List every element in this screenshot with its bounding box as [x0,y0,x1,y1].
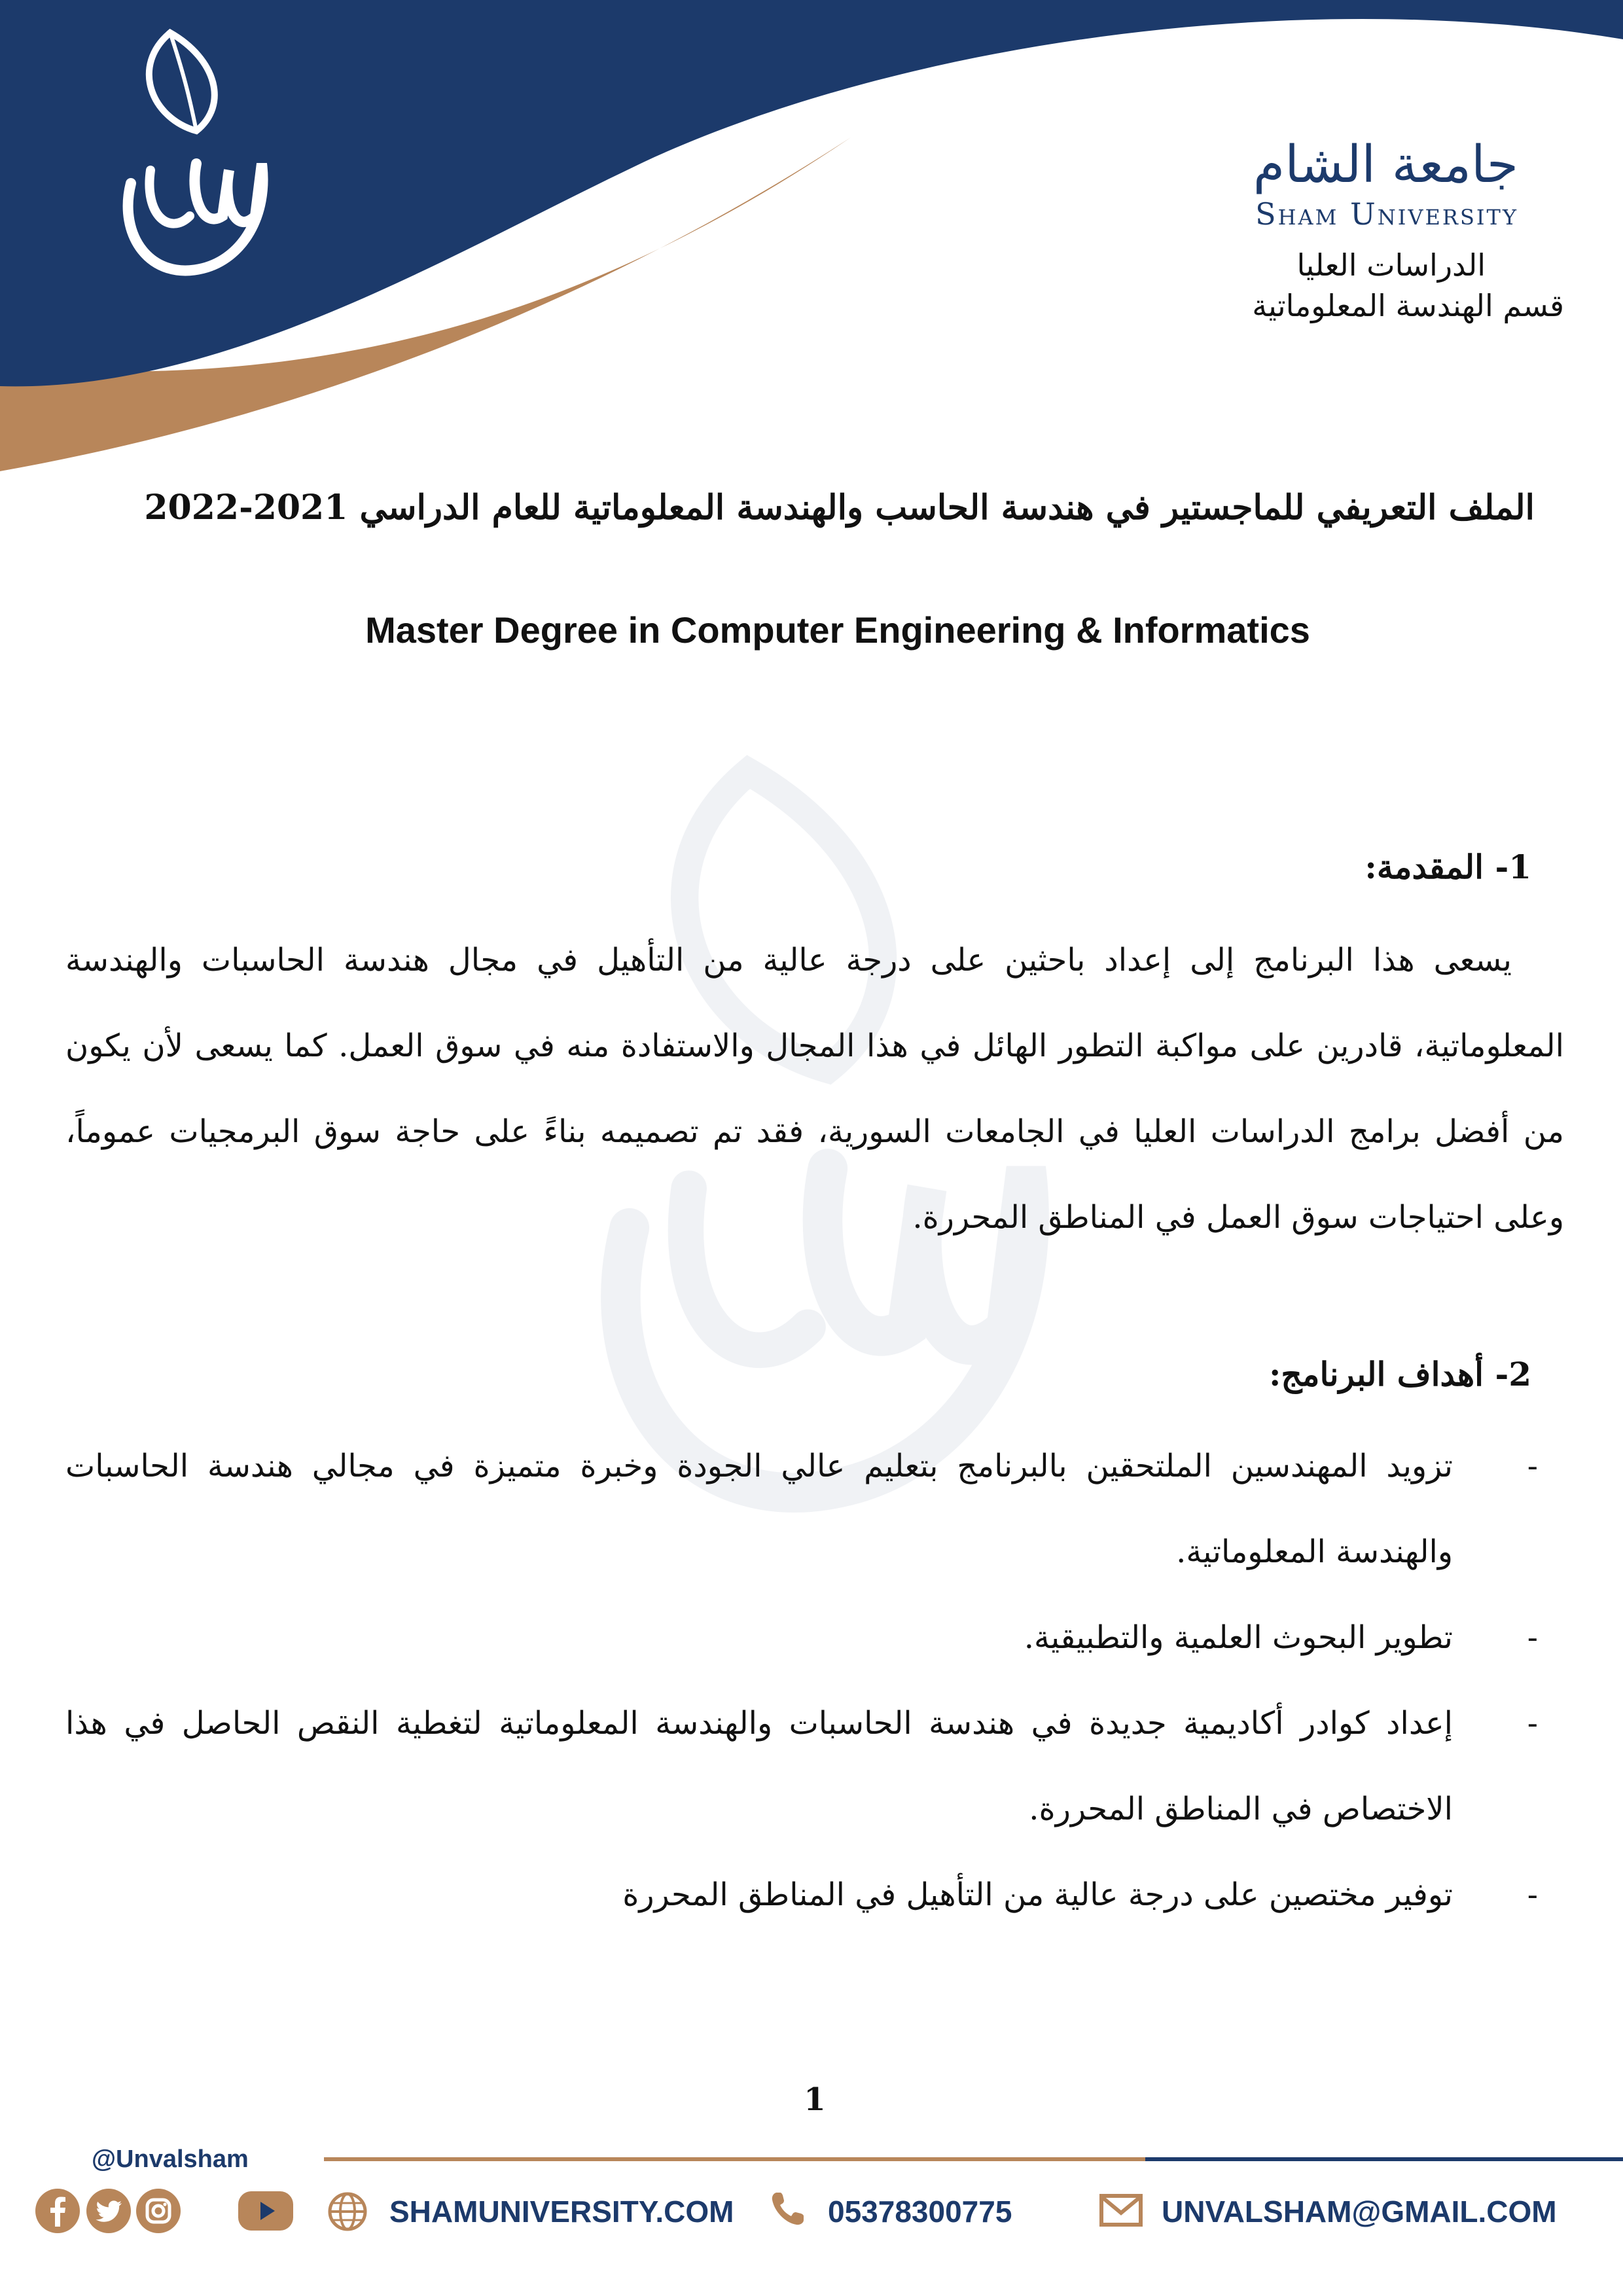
section-1-text: يسعى هذا البرنامج إلى إعداد باحثين على درجة عالية من التأهيل في مجال هندسة الحاسبات والهندسة المعلوماتية، قادرين على مواكبة التطور الهائل في هذا المجال والاستفادة منه في سوق العمل. كما يسعى لأن يكون من أفضل برامج الدراسات العليا في الجامعات السورية، فقد تم تصميمه بناءً على حاجة سوق البرمجيات عموماً، وعلى احتياجات سوق العمل في المناطق المحررة. [65,942,1565,1236]
bullet-dash: - [1527,1705,1538,1742]
website-link[interactable]: SHAMUNIVERSITY.COM [389,2195,734,2229]
document-title-ar: الملف التعريفي للماجستير في هندسة الحاسب والهندسة المعلوماتية للعام الدراسي 2021-2022 [144,488,1535,528]
list-item [65,1681,1564,1852]
twitter-icon[interactable] [85,2187,132,2234]
sham-logo-icon [92,20,308,295]
footer-divider-bronze [324,2157,1145,2161]
bullet-dash: - [1527,1619,1538,1656]
instagram-icon[interactable] [135,2187,182,2234]
department-line-1: الدراسات العليا [1296,247,1486,283]
youtube-icon[interactable] [236,2187,296,2234]
list-item [65,1595,1564,1681]
list-item-text: إعداد كوادر أكاديمية جديدة في هندسة الحاسبات والهندسة المعلوماتية لتغطية النقص الحاصل في هذا الاختصاص في المناطق المحررة. [65,1705,1453,1827]
list-item-text: تزويد المهندسين الملتحقين بالبرنامج بتعليم عالي الجودة وخبرة متميزة في مجالي هندسة الحاسبات والهندسة المعلوماتية. [65,1448,1453,1570]
email-icon [1099,2194,1143,2227]
page-number: 1 [804,2081,826,2118]
university-name-ar: جامعة الشام [1253,135,1518,194]
university-info [1106,137,1564,323]
phone-number[interactable]: 05378300775 [828,2195,1012,2229]
university-name-en: Sham University [1255,196,1518,232]
section-1-heading: 1- المقدمة: [1364,848,1531,886]
globe-icon [327,2191,368,2232]
section-2-heading: 2- أهداف البرنامج: [1268,1355,1531,1393]
department-line-2: قسم الهندسة المعلوماتية [1252,287,1564,323]
section-1-paragraph [65,918,1564,1261]
list-item-text: توفير مختصين على درجة عالية من التأهيل في المناطق المحررة [622,1876,1453,1913]
social-handle[interactable]: @Unvalsham [92,2145,249,2173]
bullet-dash: - [1527,1448,1538,1484]
document-title-en: Master Degree in Computer Engineering & Informatics [365,609,1310,651]
footer-divider-navy [1145,2157,1623,2161]
list-item [65,1852,1564,1938]
email-address[interactable]: UNVALSHAM@GMAIL.COM [1162,2195,1557,2229]
phone-icon [769,2190,807,2228]
bullet-dash: - [1527,1876,1538,1913]
goals-list [65,1424,1564,1938]
facebook-icon[interactable] [34,2187,81,2234]
list-item [65,1424,1564,1595]
list-item-text: تطوير البحوث العلمية والتطبيقية. [1024,1619,1453,1656]
